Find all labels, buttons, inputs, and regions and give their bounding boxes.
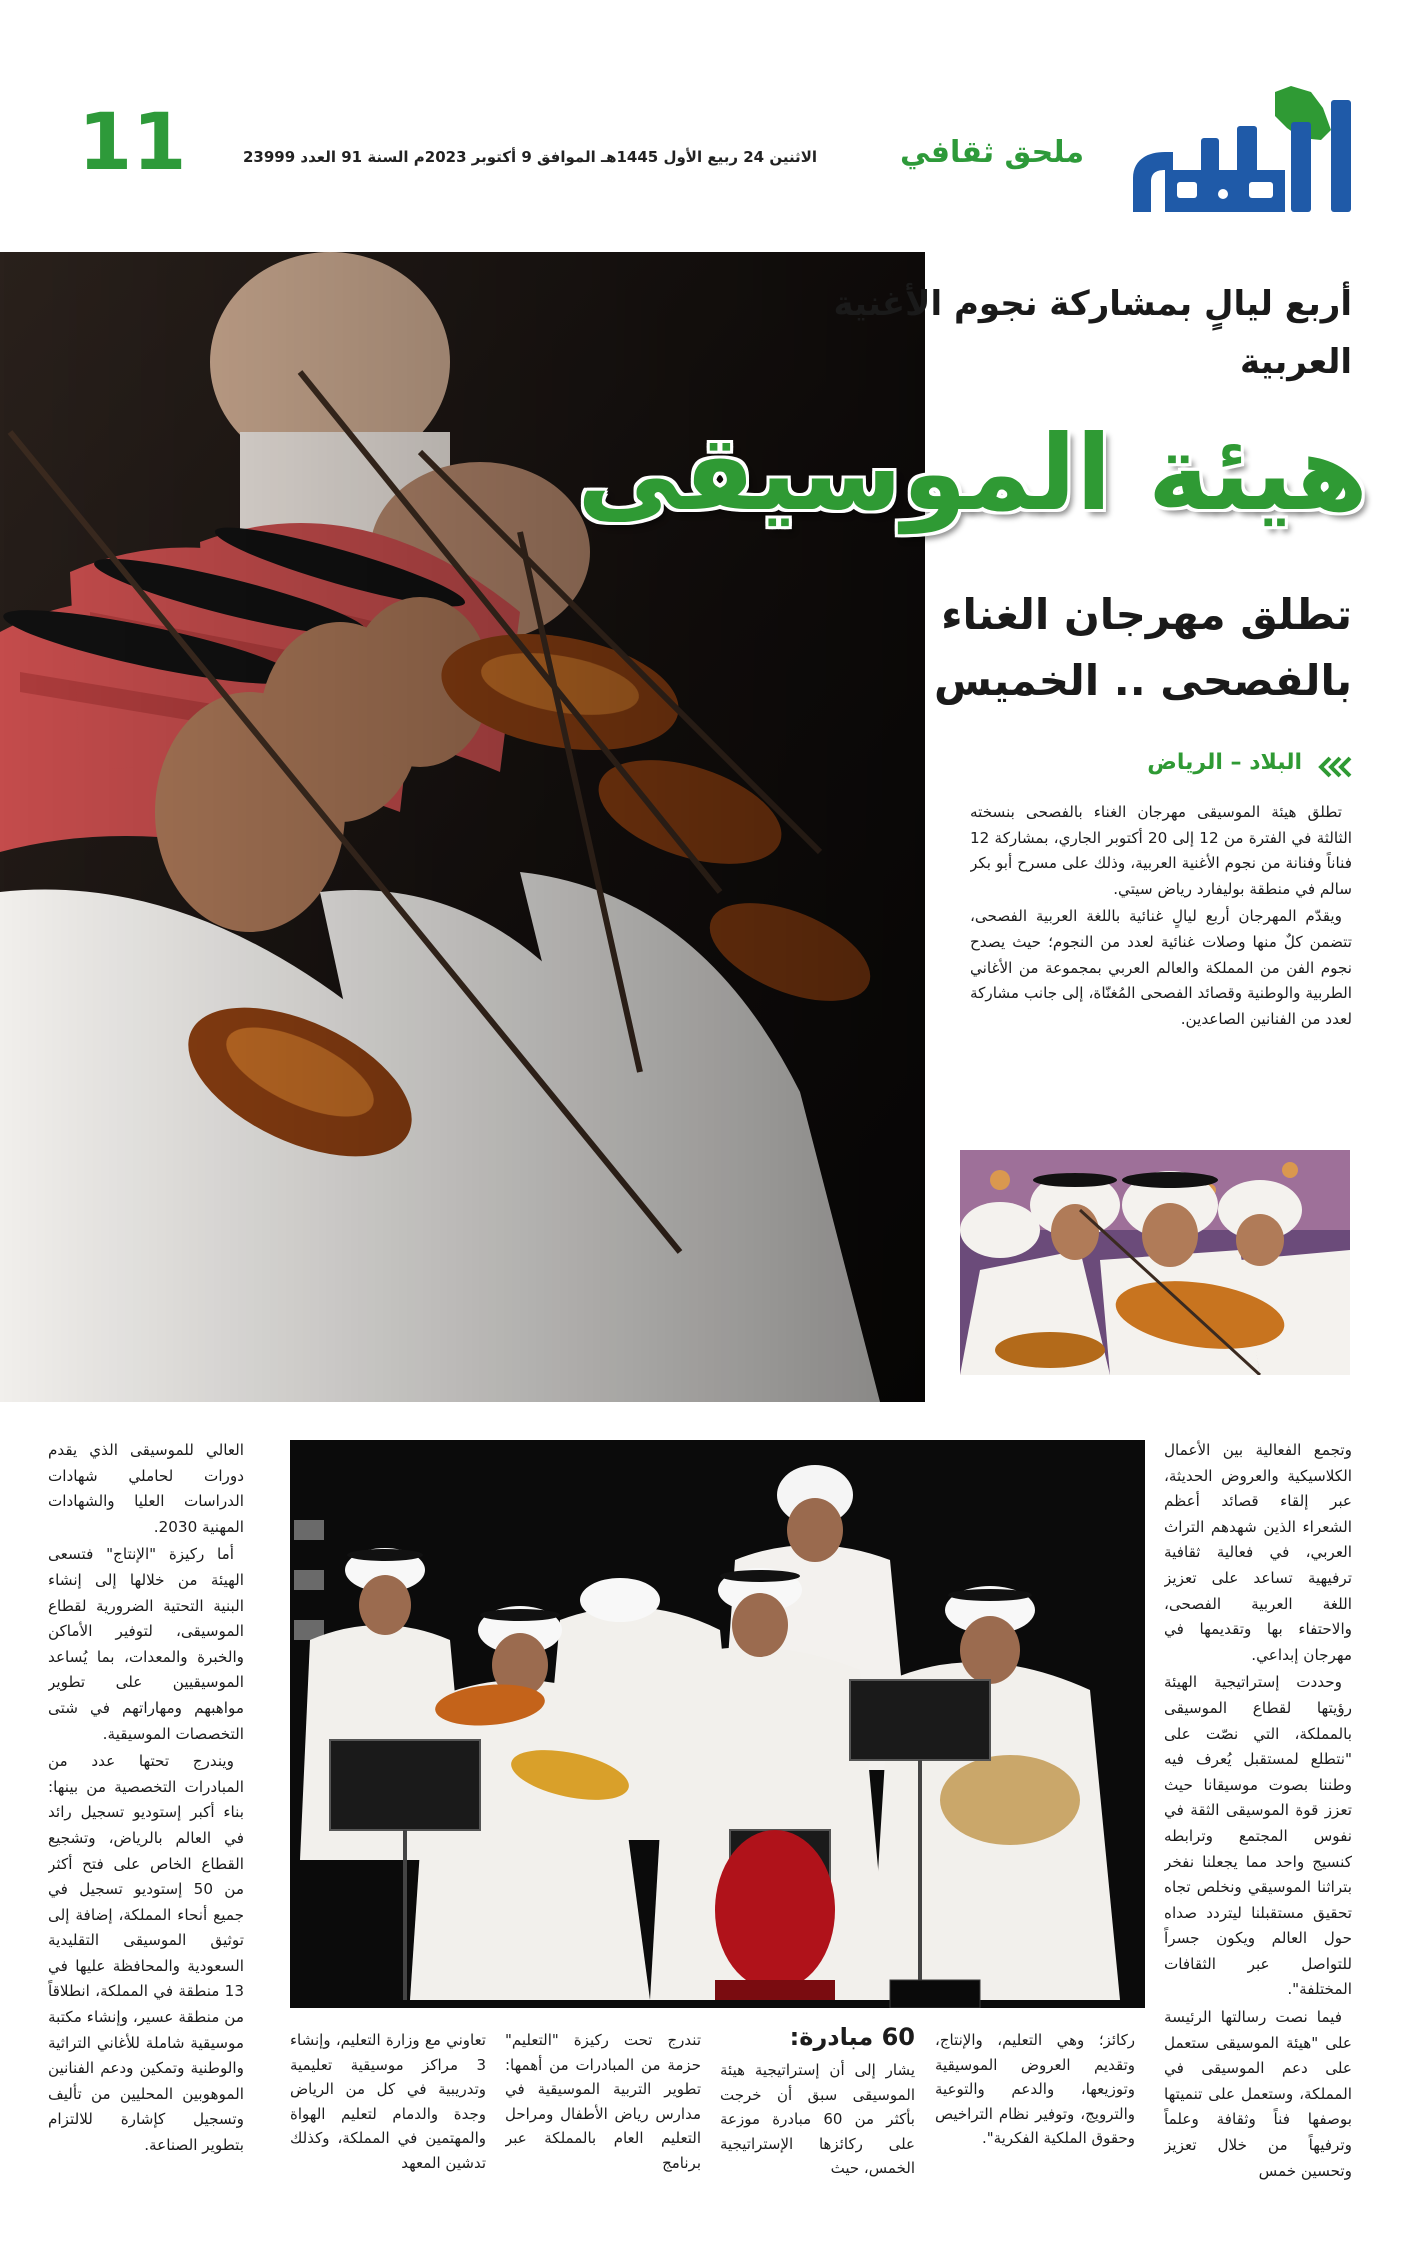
headline-subtitle: تطلق مهرجان الغناء بالفصحى .. الخميس — [934, 590, 1352, 705]
masthead — [0, 0, 1420, 230]
right-paragraph: فيما نصت رسالتها الرئيسة على "هيئة الموسيقى ستعمل على دعم الموسيقى في المملكة، وستعمل على تنميتها بوصفها فناً وثقافة وعلماً وترفيهاً من خلال تعزيز وتحسين خمس — [1164, 2008, 1352, 2180]
headline-main-title: هيئة الموسيقى — [577, 412, 1368, 534]
sub-column-text: ركائز؛ وهي التعليم، والإنتاج، وتقديم العروض الموسيقية وتوزيعها، والدعم والتوعية والترويج، وتوفير نظام التراخيص وحقوق الملكية الفكرية". — [935, 2031, 1135, 2147]
headline-kicker: أربع ليالٍ بمشاركة نجوم الأغنية العربية — [833, 284, 1352, 382]
sub-column-a — [935, 2028, 1135, 2246]
left-article-column — [48, 1438, 244, 2238]
right-paragraph: وتجمع الفعالية بين الأعمال الكلاسيكية والعروض الحديثة، عبر إلقاء قصائد أعظم الشعراء الذين شهدهم التراث العربي، في فعالية ثقافية ترفيهية تساعد على تعزيز اللغة العربية الفصحى، والاحتفاء بها وتقديمها في مهرجان إبداعي. — [1164, 1441, 1352, 1664]
byline-text: البلاد – الرياض — [1147, 750, 1302, 775]
initiatives-subheading: 60 مبادرة: — [789, 2023, 915, 2051]
intro-paragraph: ويقدّم المهرجان أربع ليالٍ غنائية باللغة العربية الفصحى، تتضمن كلٌ منها وصلات غنائية لعدد من النجوم؛ حيث يصدح نجوم الفن من المملكة والعالم العربي بمجموعة من الأغاني الطربية والوطنية وقصائد الفصحى المُغنّاة، إلى جانب مشاركة لعدد من الفنانين الصاعدين. — [970, 907, 1352, 1028]
left-paragraph: أما ركيزة "الإنتاج" فتسعى الهيئة من خلالها إلى إنشاء البنية التحتية الضرورية لقطاع الموسيقى، لتوفير الأماكن والخبرة والمعدات، بما يُساعد الموسيقيين على تطوير مواهبهم ومهاراتهم في شتى التخصصات الموسيقية. — [48, 1545, 244, 1743]
sub-column-d — [290, 2028, 486, 2246]
sub-column-c — [505, 2028, 701, 2246]
sub-column-text: يشار إلى أن إستراتيجية هيئة الموسيقى سبق أن خرجت بأكثر من 60 مبادرة موزعة على ركائزها الإستراتيجية الخمس، حيث — [720, 2061, 915, 2177]
chevrons-left-icon — [1318, 756, 1352, 778]
sub-column-b — [720, 2020, 915, 2238]
right-paragraph: وحددت إستراتيجية الهيئة رؤيتها لقطاع الموسيقى بالمملكة، التي نصّت على "نتطلع لمستقبل يُعرف فيه وطننا بصوت موسيقانا حيث تعزز قوة الموسيقى الثقة في نفوس المجتمع وترابطه كنسيج واحد مما يجعلنا نفخر بتراثنا الموسيقي ونخلص تجاه تحقيق مستقبلنا ليتردد صداه حول العالم ويكون جسراً للتواصل عبر الثقافات المختلفة". — [1164, 1673, 1352, 1999]
left-paragraph: العالي للموسيقى الذي يقدم دورات لحاملي شهادات الدراسات العليا والشهادات المهنية 2030. — [48, 1441, 244, 1536]
intro-paragraph: تطلق هيئة الموسيقى مهرجان الغناء بالفصحى بنسخته الثالثة في الفترة من 12 إلى 20 أكتوبر الجاري، بمشاركة 12 فناناً وفنانة من نجوم الأغنية العربية، وذلك على مسرح أبو بكر سالم في منطقة بوليفارد رياض سيتي. — [970, 803, 1352, 898]
right-article-column — [1164, 1438, 1352, 2238]
byline — [952, 750, 1352, 786]
sub-column-text: تعاوني مع وزارة التعليم، وإنشاء 3 مراكز موسيقية تعليمية وتدريبية في كل من الرياض وجدة والدمام لتعليم الهواة والمهتمين في المملكة، وكذلك تدشين المعهد — [290, 2031, 486, 2172]
ensemble-performance-photo — [290, 1440, 1145, 2008]
issue-date-line: الاثنين 24 ربيع الأول 1445هـ الموافق 9 أكتوبر 2023م السنة 91 العدد 23999 — [242, 148, 818, 166]
violinist-closeup-photo — [960, 1150, 1350, 1375]
left-paragraph: ويندرج تحتها عدد من المبادرات التخصصية من بينها: بناء أكبر إستوديو تسجيل رائد في العالم بالرياض، وتشجيع القطاع الخاص على فتح أكثر من 50 إستوديو تسجيل في جميع أنحاء المملكة، إضافة إلى توثيق الموسيقى التقليدية السعودية والمحافظة عليها في 13 منطقة في المملكة، انطلاقاً من منطقة عسير، وإنشاء مكتبة موسيقية شاملة للأغاني التراثية والوطنية وتمكين ودعم الفنانين الموهوبين المحليين من تأليف وتسجيل كإشارة للالتزام بتطوير الصناعة. — [48, 1752, 244, 2155]
sub-column-text: تندرج تحت ركيزة "التعليم" حزمة من المبادرات من أهمها: تطوير التربية الموسيقية في مدارس رياض الأطفال ومراحل التعليم العام بالمملكة عبر برنامج — [505, 2031, 701, 2172]
intro-article-column — [970, 800, 1352, 1140]
supplement-label: ملحق ثقافي — [900, 135, 1085, 170]
newspaper-logo — [1125, 78, 1375, 223]
page-number: 11 — [78, 98, 187, 188]
